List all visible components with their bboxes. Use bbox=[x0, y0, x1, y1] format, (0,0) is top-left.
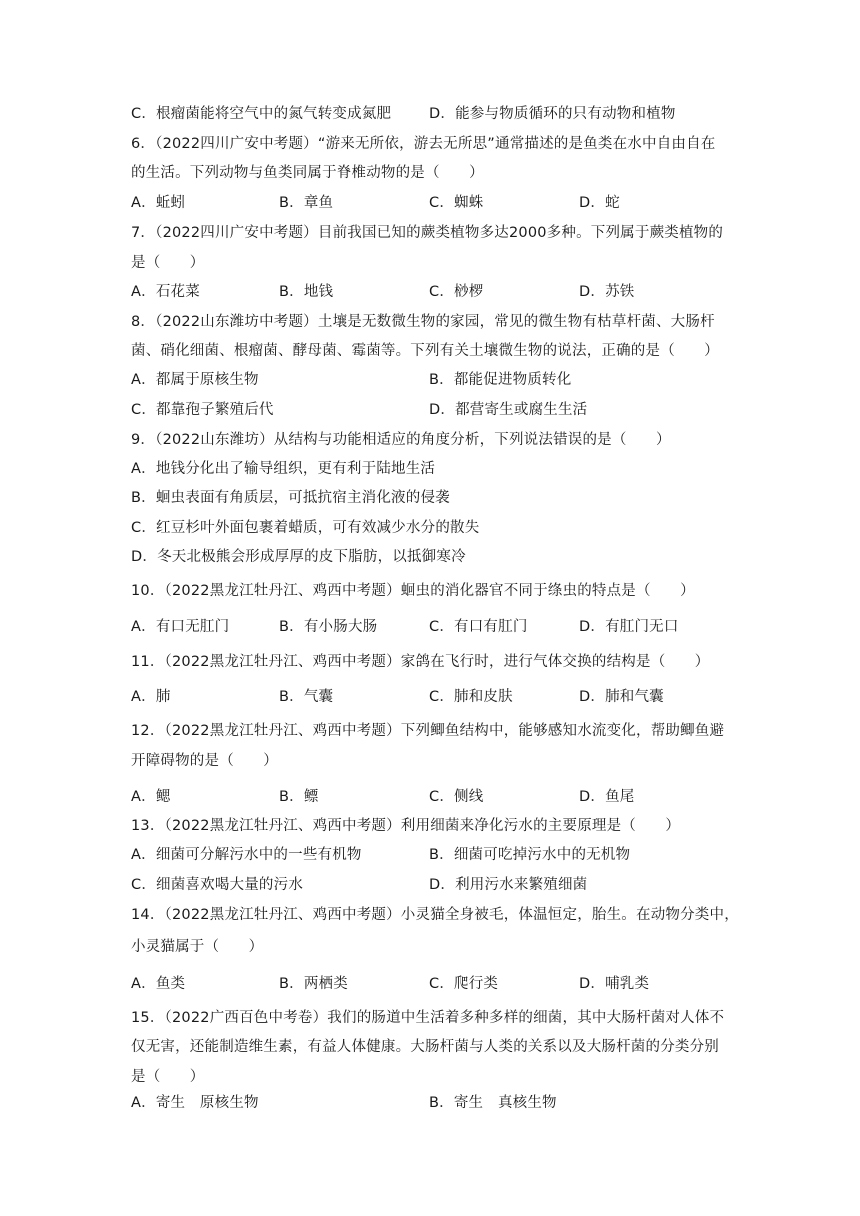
answer-option: D．有肛门无口 bbox=[579, 619, 679, 635]
answer-option: B．两栖类 bbox=[279, 976, 348, 992]
answer-option: A．细菌可分解污水中的一些有机物 bbox=[131, 847, 362, 863]
question-line: A．地钱分化出了输导组织，更有利于陆地生活 bbox=[131, 461, 436, 477]
answer-option: B．都能促进物质转化 bbox=[429, 372, 572, 388]
answer-option: D．肺和气囊 bbox=[579, 689, 664, 705]
answer-option: B．有小肠大肠 bbox=[279, 619, 378, 635]
question-line: D．冬天北极熊会形成厚厚的皮下脂肪，以抵御寒冷 bbox=[131, 549, 466, 565]
question-line: 是（ ） bbox=[131, 1069, 205, 1085]
question-line: 11．（2022黑龙江牡丹江、鸡西中考题）家鸽在飞行时，进行气体交换的结构是（ ） bbox=[131, 654, 710, 670]
answer-option: A．鱼类 bbox=[131, 976, 186, 992]
question-line: 菌、硝化细菌、根瘤菌、酵母菌、霉菌等。下列有关土壤微生物的说法，正确的是（ ） bbox=[131, 343, 719, 359]
answer-option: D．都营寄生或腐生生活 bbox=[429, 402, 588, 418]
answer-option: C．肺和皮肤 bbox=[429, 689, 513, 705]
answer-option: B．地钱 bbox=[279, 284, 334, 300]
question-line: 9．（2022山东潍坊）从结构与功能相适应的角度分析，下列说法错误的是（ ） bbox=[131, 432, 671, 448]
question-line: 15．（2022广西百色中考卷）我们的肠道中生活着多种多样的细菌，其中大肠杆菌对人体不 bbox=[131, 1010, 725, 1026]
answer-option: B．鳔 bbox=[279, 789, 319, 805]
question-line: 开障碍物的是（ ） bbox=[131, 753, 278, 769]
answer-option: A．寄生 原核生物 bbox=[131, 1095, 259, 1111]
question-line: 小灵猫属于（ ） bbox=[131, 939, 264, 955]
question-line: 13．（2022黑龙江牡丹江、鸡西中考题）利用细菌来净化污水的主要原理是（ ） bbox=[131, 818, 681, 834]
answer-option: D．利用污水来繁殖细菌 bbox=[429, 877, 588, 893]
answer-option: C．侧线 bbox=[429, 789, 484, 805]
answer-option: D．蛇 bbox=[579, 195, 620, 211]
answer-option: C．根瘤菌能将空气中的氮气转变成氮肥 bbox=[131, 106, 392, 122]
question-line: 12．（2022黑龙江牡丹江、鸡西中考题）下列鲫鱼结构中，能够感知水流变化，帮助鲫鱼避 bbox=[131, 723, 725, 739]
answer-option: C．细菌喜欢喝大量的污水 bbox=[131, 877, 304, 893]
question-line: 仅无害，还能制造维生素，有益人体健康。大肠杆菌与人类的关系以及大肠杆菌的分类分别 bbox=[131, 1039, 719, 1055]
question-line: 6．（2022四川广安中考题）“游来无所依，游去无所思”通常描述的是鱼类在水中自由自在 bbox=[131, 136, 716, 152]
answer-option: C．有口有肛门 bbox=[429, 619, 528, 635]
answer-option: C．爬行类 bbox=[429, 976, 499, 992]
answer-option: C．桫椤 bbox=[429, 284, 484, 300]
answer-option: A．有口无肛门 bbox=[131, 619, 230, 635]
answer-option: D．能参与物质循环的只有动物和植物 bbox=[429, 106, 676, 122]
answer-option: B．细菌可吃掉污水中的无机物 bbox=[429, 847, 631, 863]
answer-option: D．哺乳类 bbox=[579, 976, 650, 992]
answer-option: B．寄生 真核生物 bbox=[429, 1095, 557, 1111]
answer-option: C．蜘蛛 bbox=[429, 195, 484, 211]
answer-option: D．苏铁 bbox=[579, 284, 635, 300]
answer-option: A．石花菜 bbox=[131, 284, 200, 300]
answer-option: A．鳃 bbox=[131, 789, 171, 805]
question-line: 的生活。下列动物与鱼类同属于脊椎动物的是（ ） bbox=[131, 165, 484, 181]
question-line: 10．（2022黑龙江牡丹江、鸡西中考题）蛔虫的消化器官不同于绦虫的特点是（ ） bbox=[131, 583, 695, 599]
answer-option: A．蚯蚓 bbox=[131, 195, 186, 211]
question-line: C．红豆杉叶外面包裹着蜡质，可有效减少水分的散失 bbox=[131, 520, 480, 536]
answer-option: B．气囊 bbox=[279, 689, 334, 705]
question-line: 是（ ） bbox=[131, 255, 205, 271]
answer-option: D．鱼尾 bbox=[579, 789, 635, 805]
answer-option: B．章鱼 bbox=[279, 195, 334, 211]
question-line: 14．（2022黑龙江牡丹江、鸡西中考题）小灵猫全身被毛，体温恒定，胎生。在动物分类中， bbox=[131, 907, 739, 923]
answer-option: A．都属于原核生物 bbox=[131, 372, 259, 388]
question-line: 8．（2022山东潍坊中考题）土壤是无数微生物的家园，常见的微生物有枯草杆菌、大肠杆 bbox=[131, 314, 715, 330]
answer-option: A．肺 bbox=[131, 689, 171, 705]
question-line: B．蛔虫表面有角质层，可抵抗宿主消化液的侵袭 bbox=[131, 490, 450, 506]
answer-option: C．都靠孢子繁殖后代 bbox=[131, 402, 274, 418]
question-line: 7．（2022四川广安中考题）目前我国已知的蕨类植物多达2000多种。下列属于蕨类植物的 bbox=[131, 225, 724, 241]
